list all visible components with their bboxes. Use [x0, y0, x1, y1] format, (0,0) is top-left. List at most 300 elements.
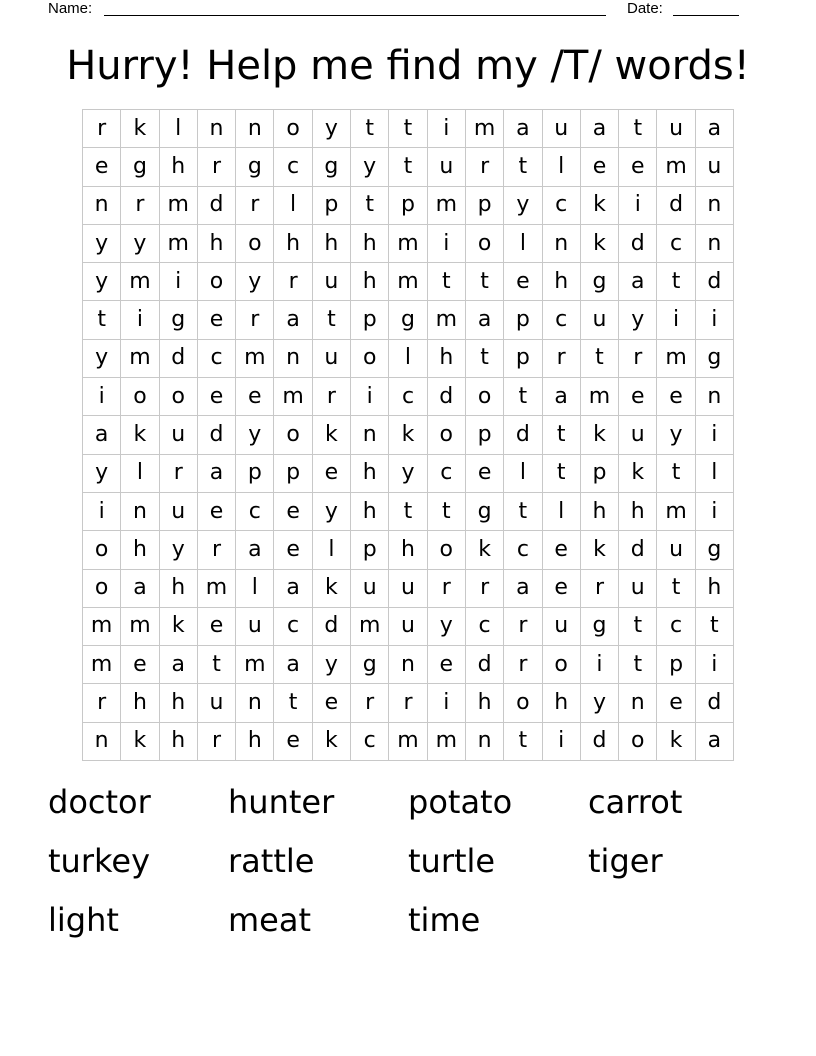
- header: [0, 0, 816, 20]
- grid-cell: y: [83, 340, 121, 378]
- grid-cell: k: [389, 416, 427, 454]
- grid-cell: t: [83, 301, 121, 339]
- grid-cell: g: [466, 493, 504, 531]
- grid-cell: u: [160, 416, 198, 454]
- grid-cell: d: [696, 684, 734, 722]
- grid-cell: o: [504, 684, 542, 722]
- word-list-item: tiger: [588, 842, 663, 880]
- grid-cell: t: [504, 378, 542, 416]
- grid-cell: u: [313, 340, 351, 378]
- grid-cell: t: [619, 646, 657, 684]
- grid-cell: r: [198, 723, 236, 761]
- grid-cell: o: [236, 225, 274, 263]
- grid-cell: e: [466, 455, 504, 493]
- grid-cell: m: [466, 110, 504, 148]
- grid-cell: d: [198, 187, 236, 225]
- grid-cell: n: [83, 723, 121, 761]
- grid-cell: c: [389, 378, 427, 416]
- grid-cell: t: [504, 723, 542, 761]
- grid-cell: h: [313, 225, 351, 263]
- grid-cell: m: [657, 493, 695, 531]
- grid-cell: p: [389, 187, 427, 225]
- grid-cell: i: [696, 301, 734, 339]
- grid-cell: m: [389, 225, 427, 263]
- grid-cell: t: [389, 110, 427, 148]
- grid-cell: y: [160, 531, 198, 569]
- grid-cell: k: [619, 455, 657, 493]
- grid-cell: c: [351, 723, 389, 761]
- grid-cell: h: [543, 684, 581, 722]
- grid-cell: n: [236, 684, 274, 722]
- grid-cell: y: [236, 263, 274, 301]
- grid-cell: h: [351, 493, 389, 531]
- grid-cell: m: [428, 301, 466, 339]
- grid-cell: l: [696, 455, 734, 493]
- grid-cell: u: [313, 263, 351, 301]
- grid-cell: u: [543, 110, 581, 148]
- grid-cell: k: [581, 187, 619, 225]
- grid-cell: y: [504, 187, 542, 225]
- grid-cell: k: [121, 110, 159, 148]
- grid-cell: a: [121, 570, 159, 608]
- grid-cell: e: [198, 378, 236, 416]
- grid-cell: n: [696, 225, 734, 263]
- grid-cell: d: [581, 723, 619, 761]
- grid-cell: g: [581, 608, 619, 646]
- grid-cell: p: [657, 646, 695, 684]
- grid-cell: i: [428, 225, 466, 263]
- grid-cell: k: [657, 723, 695, 761]
- grid-cell: t: [543, 455, 581, 493]
- grid-cell: e: [236, 378, 274, 416]
- grid-cell: u: [619, 416, 657, 454]
- grid-cell: l: [313, 531, 351, 569]
- grid-cell: u: [619, 570, 657, 608]
- grid-cell: y: [313, 493, 351, 531]
- grid-cell: k: [313, 570, 351, 608]
- grid-cell: e: [428, 646, 466, 684]
- grid-cell: m: [274, 378, 312, 416]
- grid-cell: o: [619, 723, 657, 761]
- grid-cell: h: [160, 684, 198, 722]
- grid-cell: r: [351, 684, 389, 722]
- grid-cell: c: [198, 340, 236, 378]
- grid-cell: k: [581, 416, 619, 454]
- grid-cell: c: [543, 301, 581, 339]
- grid-cell: y: [619, 301, 657, 339]
- grid-cell: a: [581, 110, 619, 148]
- grid-cell: u: [657, 110, 695, 148]
- word-list: [48, 780, 768, 957]
- grid-cell: n: [351, 416, 389, 454]
- grid-cell: h: [389, 531, 427, 569]
- name-label: Name:: [48, 0, 93, 17]
- grid-cell: m: [657, 148, 695, 186]
- grid-cell: e: [619, 148, 657, 186]
- grid-cell: k: [581, 225, 619, 263]
- grid-cell: e: [581, 148, 619, 186]
- grid-cell: c: [274, 148, 312, 186]
- name-blank: [104, 15, 606, 16]
- grid-cell: h: [581, 493, 619, 531]
- grid-cell: h: [160, 570, 198, 608]
- grid-cell: g: [351, 646, 389, 684]
- grid-cell: u: [389, 570, 427, 608]
- grid-cell: h: [236, 723, 274, 761]
- grid-cell: m: [198, 570, 236, 608]
- grid-cell: d: [428, 378, 466, 416]
- grid-cell: u: [657, 531, 695, 569]
- grid-cell: r: [83, 110, 121, 148]
- grid-cell: a: [696, 723, 734, 761]
- grid-cell: o: [466, 378, 504, 416]
- grid-cell: e: [198, 608, 236, 646]
- grid-cell: n: [466, 723, 504, 761]
- grid-cell: i: [351, 378, 389, 416]
- grid-cell: y: [83, 455, 121, 493]
- grid-cell: t: [504, 493, 542, 531]
- grid-cell: r: [121, 187, 159, 225]
- grid-cell: r: [619, 340, 657, 378]
- grid-cell: d: [619, 225, 657, 263]
- grid-cell: a: [274, 570, 312, 608]
- word-list-item: potato: [408, 783, 513, 821]
- grid-cell: r: [198, 531, 236, 569]
- grid-cell: t: [313, 301, 351, 339]
- grid-cell: o: [198, 263, 236, 301]
- grid-cell: r: [504, 608, 542, 646]
- grid-cell: t: [619, 110, 657, 148]
- grid-cell: g: [696, 340, 734, 378]
- grid-cell: i: [160, 263, 198, 301]
- grid-cell: e: [198, 493, 236, 531]
- grid-cell: i: [428, 110, 466, 148]
- grid-cell: c: [657, 225, 695, 263]
- grid-cell: u: [581, 301, 619, 339]
- grid-cell: p: [351, 301, 389, 339]
- word-list-item: carrot: [588, 783, 683, 821]
- grid-cell: h: [274, 225, 312, 263]
- grid-cell: n: [236, 110, 274, 148]
- grid-cell: i: [428, 684, 466, 722]
- grid-cell: a: [160, 646, 198, 684]
- grid-cell: c: [236, 493, 274, 531]
- word-list-item: hunter: [228, 783, 335, 821]
- grid-cell: p: [466, 187, 504, 225]
- grid-cell: p: [313, 187, 351, 225]
- grid-cell: y: [83, 263, 121, 301]
- grid-cell: p: [274, 455, 312, 493]
- grid-cell: n: [83, 187, 121, 225]
- grid-cell: h: [351, 263, 389, 301]
- grid-cell: u: [543, 608, 581, 646]
- grid-cell: u: [696, 148, 734, 186]
- grid-cell: m: [428, 723, 466, 761]
- grid-cell: t: [428, 493, 466, 531]
- grid-cell: e: [274, 723, 312, 761]
- grid-cell: l: [504, 455, 542, 493]
- grid-cell: i: [696, 493, 734, 531]
- grid-cell: p: [504, 340, 542, 378]
- grid-cell: r: [504, 646, 542, 684]
- grid-cell: p: [466, 416, 504, 454]
- grid-cell: y: [389, 455, 427, 493]
- grid-cell: u: [198, 684, 236, 722]
- grid-cell: r: [428, 570, 466, 608]
- grid-cell: e: [313, 684, 351, 722]
- grid-cell: c: [543, 187, 581, 225]
- grid-cell: i: [696, 416, 734, 454]
- word-list-item: meat: [228, 901, 312, 939]
- grid-cell: a: [543, 378, 581, 416]
- grid-cell: e: [274, 531, 312, 569]
- grid-cell: e: [121, 646, 159, 684]
- grid-cell: i: [121, 301, 159, 339]
- grid-cell: p: [504, 301, 542, 339]
- grid-cell: a: [83, 416, 121, 454]
- grid-cell: d: [466, 646, 504, 684]
- grid-cell: t: [274, 684, 312, 722]
- grid-cell: l: [236, 570, 274, 608]
- grid-cell: m: [121, 263, 159, 301]
- grid-cell: a: [236, 531, 274, 569]
- grid-cell: m: [160, 187, 198, 225]
- grid-cell: k: [581, 531, 619, 569]
- grid-cell: t: [696, 608, 734, 646]
- grid-cell: u: [160, 493, 198, 531]
- grid-cell: n: [198, 110, 236, 148]
- grid-cell: t: [428, 263, 466, 301]
- grid-cell: t: [351, 110, 389, 148]
- grid-cell: h: [198, 225, 236, 263]
- grid-cell: o: [351, 340, 389, 378]
- grid-cell: i: [581, 646, 619, 684]
- grid-cell: r: [581, 570, 619, 608]
- grid-cell: h: [351, 455, 389, 493]
- grid-cell: t: [619, 608, 657, 646]
- grid-cell: y: [428, 608, 466, 646]
- grid-cell: n: [121, 493, 159, 531]
- grid-cell: r: [274, 263, 312, 301]
- grid-cell: a: [198, 455, 236, 493]
- grid-cell: h: [160, 723, 198, 761]
- grid-cell: h: [121, 684, 159, 722]
- grid-cell: e: [198, 301, 236, 339]
- grid-cell: y: [657, 416, 695, 454]
- grid-cell: p: [581, 455, 619, 493]
- grid-cell: d: [696, 263, 734, 301]
- date-blank: [673, 15, 739, 16]
- grid-cell: c: [466, 608, 504, 646]
- grid-cell: m: [236, 646, 274, 684]
- grid-cell: o: [428, 416, 466, 454]
- grid-cell: y: [313, 110, 351, 148]
- grid-cell: p: [351, 531, 389, 569]
- grid-cell: n: [389, 646, 427, 684]
- grid-cell: k: [313, 723, 351, 761]
- grid-cell: l: [504, 225, 542, 263]
- grid-cell: e: [657, 684, 695, 722]
- grid-cell: y: [313, 646, 351, 684]
- grid-cell: m: [389, 263, 427, 301]
- grid-cell: g: [581, 263, 619, 301]
- grid-cell: h: [466, 684, 504, 722]
- grid-cell: k: [160, 608, 198, 646]
- grid-cell: g: [121, 148, 159, 186]
- grid-cell: m: [428, 187, 466, 225]
- grid-cell: u: [428, 148, 466, 186]
- grid-cell: t: [657, 570, 695, 608]
- grid-cell: e: [83, 148, 121, 186]
- grid-cell: i: [619, 187, 657, 225]
- grid-cell: m: [83, 608, 121, 646]
- grid-cell: m: [160, 225, 198, 263]
- grid-cell: i: [83, 493, 121, 531]
- grid-cell: n: [696, 187, 734, 225]
- grid-cell: t: [389, 493, 427, 531]
- grid-cell: t: [504, 148, 542, 186]
- grid-cell: r: [83, 684, 121, 722]
- grid-cell: a: [274, 646, 312, 684]
- grid-cell: g: [313, 148, 351, 186]
- grid-cell: e: [313, 455, 351, 493]
- grid-cell: t: [657, 263, 695, 301]
- grid-cell: m: [121, 340, 159, 378]
- grid-cell: o: [160, 378, 198, 416]
- grid-cell: d: [504, 416, 542, 454]
- grid-cell: r: [160, 455, 198, 493]
- grid-cell: l: [543, 493, 581, 531]
- grid-cell: i: [83, 378, 121, 416]
- grid-cell: i: [657, 301, 695, 339]
- grid-cell: o: [543, 646, 581, 684]
- grid-cell: m: [389, 723, 427, 761]
- grid-cell: i: [696, 646, 734, 684]
- grid-cell: e: [657, 378, 695, 416]
- grid-cell: e: [619, 378, 657, 416]
- grid-cell: n: [619, 684, 657, 722]
- word-list-item: rattle: [228, 842, 315, 880]
- grid-cell: g: [389, 301, 427, 339]
- grid-cell: e: [543, 531, 581, 569]
- grid-cell: a: [274, 301, 312, 339]
- grid-cell: a: [619, 263, 657, 301]
- grid-cell: y: [83, 225, 121, 263]
- grid-cell: u: [351, 570, 389, 608]
- grid-cell: c: [428, 455, 466, 493]
- grid-cell: h: [351, 225, 389, 263]
- grid-cell: e: [274, 493, 312, 531]
- grid-cell: l: [389, 340, 427, 378]
- grid-cell: g: [236, 148, 274, 186]
- grid-cell: l: [274, 187, 312, 225]
- grid-cell: r: [466, 148, 504, 186]
- grid-cell: o: [83, 570, 121, 608]
- grid-cell: c: [274, 608, 312, 646]
- grid-cell: h: [121, 531, 159, 569]
- grid-cell: a: [466, 301, 504, 339]
- grid-cell: t: [198, 646, 236, 684]
- grid-cell: p: [236, 455, 274, 493]
- grid-cell: r: [466, 570, 504, 608]
- grid-cell: m: [581, 378, 619, 416]
- grid-cell: u: [236, 608, 274, 646]
- grid-cell: m: [236, 340, 274, 378]
- grid-cell: k: [121, 416, 159, 454]
- word-list-item: light: [48, 901, 119, 939]
- grid-cell: e: [543, 570, 581, 608]
- grid-cell: g: [160, 301, 198, 339]
- grid-cell: t: [581, 340, 619, 378]
- grid-cell: l: [543, 148, 581, 186]
- grid-cell: h: [619, 493, 657, 531]
- grid-cell: c: [504, 531, 542, 569]
- grid-cell: y: [581, 684, 619, 722]
- grid-cell: n: [543, 225, 581, 263]
- date-label: Date:: [627, 0, 663, 17]
- page-title: Hurry! Help me find my /T/ words!: [66, 43, 750, 89]
- grid-cell: m: [351, 608, 389, 646]
- grid-cell: d: [657, 187, 695, 225]
- grid-cell: r: [389, 684, 427, 722]
- grid-cell: r: [236, 301, 274, 339]
- grid-cell: t: [351, 187, 389, 225]
- grid-cell: k: [121, 723, 159, 761]
- grid-cell: y: [351, 148, 389, 186]
- grid-cell: e: [504, 263, 542, 301]
- grid-cell: l: [121, 455, 159, 493]
- grid-cell: r: [198, 148, 236, 186]
- grid-cell: y: [121, 225, 159, 263]
- grid-cell: y: [236, 416, 274, 454]
- grid-cell: a: [504, 570, 542, 608]
- grid-cell: g: [696, 531, 734, 569]
- grid-cell: k: [313, 416, 351, 454]
- grid-cell: r: [236, 187, 274, 225]
- word-search-grid: [82, 109, 734, 761]
- grid-cell: m: [657, 340, 695, 378]
- grid-cell: u: [389, 608, 427, 646]
- grid-cell: t: [466, 340, 504, 378]
- grid-cell: m: [121, 608, 159, 646]
- grid-cell: l: [160, 110, 198, 148]
- grid-cell: a: [696, 110, 734, 148]
- grid-cell: t: [389, 148, 427, 186]
- grid-cell: o: [466, 225, 504, 263]
- grid-cell: a: [504, 110, 542, 148]
- grid-cell: o: [83, 531, 121, 569]
- grid-cell: d: [198, 416, 236, 454]
- grid-cell: o: [121, 378, 159, 416]
- grid-cell: k: [466, 531, 504, 569]
- word-list-item: turtle: [408, 842, 496, 880]
- word-list-item: turkey: [48, 842, 150, 880]
- grid-cell: d: [313, 608, 351, 646]
- grid-cell: h: [696, 570, 734, 608]
- grid-cell: h: [428, 340, 466, 378]
- grid-cell: t: [657, 455, 695, 493]
- grid-cell: i: [543, 723, 581, 761]
- grid-cell: o: [274, 416, 312, 454]
- grid-cell: t: [543, 416, 581, 454]
- grid-cell: d: [160, 340, 198, 378]
- grid-cell: n: [274, 340, 312, 378]
- grid-cell: d: [619, 531, 657, 569]
- grid-cell: c: [657, 608, 695, 646]
- word-list-item: doctor: [48, 783, 151, 821]
- grid-cell: t: [466, 263, 504, 301]
- grid-cell: o: [274, 110, 312, 148]
